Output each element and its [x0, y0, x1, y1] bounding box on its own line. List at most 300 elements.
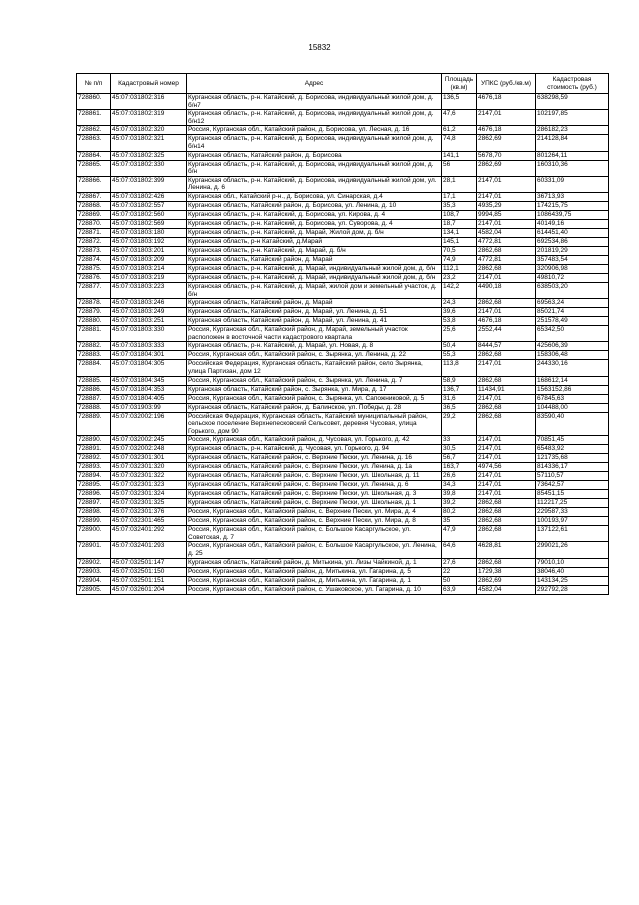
table-row	[77, 360, 609, 376]
table-row	[77, 481, 609, 490]
table-row	[77, 282, 609, 298]
table-header-row	[77, 74, 609, 94]
header-num: № п/п	[77, 74, 111, 94]
cell-upks: 2862,68	[477, 246, 536, 255]
cell-num: 728881.	[77, 326, 111, 342]
cell-upks: 2147,01	[477, 472, 536, 481]
header-cadastral-cost: Кадастровая стоимость (руб.)	[536, 74, 609, 94]
cell-area: 18,7	[442, 219, 477, 228]
cell-upks: 2147,01	[477, 176, 536, 192]
cell-cadastral-cost: 244330,16	[536, 360, 609, 376]
cell-cadastral-number: 45:07:031802:316	[111, 94, 187, 110]
cell-cadastral-cost: 38046,40	[536, 567, 609, 576]
cell-cadastral-number: 45:07:031803:251	[111, 317, 187, 326]
table-row	[77, 508, 609, 517]
cell-num: 728903.	[77, 567, 111, 576]
cell-area: 58,9	[442, 376, 477, 385]
cell-num: 728900.	[77, 526, 111, 542]
cell-num: 728905.	[77, 585, 111, 594]
cell-cadastral-cost: 100193,97	[536, 517, 609, 526]
table-row	[77, 376, 609, 385]
cell-num: 728893.	[77, 463, 111, 472]
cell-area: 113,8	[442, 360, 477, 376]
cell-num: 728901.	[77, 542, 111, 558]
table-row	[77, 160, 609, 176]
cell-num: 728886.	[77, 385, 111, 394]
table-row	[77, 412, 609, 436]
table-row	[77, 219, 609, 228]
cell-area: 33	[442, 436, 477, 445]
cell-num: 728882.	[77, 342, 111, 351]
cell-cadastral-cost: 79010,10	[536, 558, 609, 567]
header-upks: УПКС (руб./кв.м)	[477, 74, 536, 94]
cell-area: 56,7	[442, 454, 477, 463]
cell-cadastral-number: 45:07:032501:150	[111, 567, 187, 576]
table-row	[77, 542, 609, 558]
cell-area: 24,3	[442, 299, 477, 308]
cell-area: 17,1	[442, 192, 477, 201]
cell-area: 53,8	[442, 317, 477, 326]
table-row	[77, 463, 609, 472]
table-row	[77, 526, 609, 542]
cell-cadastral-cost: 229587,33	[536, 508, 609, 517]
cell-cadastral-cost: 65342,50	[536, 326, 609, 342]
table-row	[77, 472, 609, 481]
cell-cadastral-cost: 692534,86	[536, 237, 609, 246]
cell-address: Россия, Курганская обл., Катайский район, д. Чусовая, ул. Горького, д. 42	[187, 436, 442, 445]
cell-upks: 4772,81	[477, 237, 536, 246]
cell-cadastral-number: 45:07:031802:399	[111, 176, 187, 192]
cell-address: Курганская область, Катайский район, с. Верхние Пески, ул. Школьная, д. 3	[187, 490, 442, 499]
cell-address: Курганская область, Катайский район, с. Верхние Пески, ул. Школьная, д. 1	[187, 499, 442, 508]
cell-cadastral-number: 45:07:032501:147	[111, 558, 187, 567]
cell-cadastral-number: 45:07:031803:209	[111, 255, 187, 264]
cell-area: 55,3	[442, 351, 477, 360]
table-row	[77, 192, 609, 201]
cell-num: 728867.	[77, 192, 111, 201]
cell-num: 728870.	[77, 219, 111, 228]
cell-address: Россия, Курганская обл., Катайский район, с. Ушаковское, ул. Гагарина, д. 10	[187, 585, 442, 594]
table-row	[77, 299, 609, 308]
cell-num: 728866.	[77, 176, 111, 192]
cell-cadastral-number: 45:07:032301:323	[111, 481, 187, 490]
table-row	[77, 385, 609, 394]
cell-num: 728883.	[77, 351, 111, 360]
cell-cadastral-number: 45:07:032002:245	[111, 436, 187, 445]
cell-area: 34,3	[442, 481, 477, 490]
cell-upks: 4676,18	[477, 317, 536, 326]
cell-cadastral-number: 45:07:031802:569	[111, 219, 187, 228]
cell-cadastral-cost: 614451,40	[536, 228, 609, 237]
cell-num: 728873.	[77, 246, 111, 255]
cell-cadastral-number: 45:07:031804:345	[111, 376, 187, 385]
cell-address: Российская Федерация, Курганская область, Катайский район, село Зырянка, улица Партизан, дом 12	[187, 360, 442, 376]
table-row	[77, 94, 609, 110]
cell-upks: 4582,04	[477, 228, 536, 237]
cell-area: 50	[442, 576, 477, 585]
cell-address: Россия, Курганская обл., Катайский район, с. Верхние Пески, ул. Мира, д. 8	[187, 517, 442, 526]
cell-address: Курганская область, р-н. Катайский, д. Марай, Жилой дом, д. б/н	[187, 228, 442, 237]
cell-num: 728861.	[77, 110, 111, 126]
cell-cadastral-cost: 137122,61	[536, 526, 609, 542]
cell-cadastral-number: 45:07:031803:223	[111, 282, 187, 298]
cell-upks: 2147,01	[477, 360, 536, 376]
cell-address: Курганская область, р-н. Катайский, д. Марай, жилой дом и земельный участок, д. б/н	[187, 282, 442, 298]
cell-cadastral-cost: 102197,85	[536, 110, 609, 126]
cell-area: 136,5	[442, 94, 477, 110]
cell-upks: 2862,69	[477, 160, 536, 176]
cell-cadastral-cost: 292792,28	[536, 585, 609, 594]
cell-upks: 2552,44	[477, 326, 536, 342]
cell-area: 23,2	[442, 273, 477, 282]
cell-num: 728879.	[77, 308, 111, 317]
cell-cadastral-cost: 73642,57	[536, 481, 609, 490]
cell-area: 27,6	[442, 558, 477, 567]
cell-upks: 2862,68	[477, 376, 536, 385]
cell-area: 112,1	[442, 264, 477, 273]
cell-cadastral-number: 45:07:031802:426	[111, 192, 187, 201]
cell-address: Россия, Курганская обл., Катайский район, с. Большое Касаргульское, ул. Советская, д. 7	[187, 526, 442, 542]
cell-cadastral-cost: 160310,36	[536, 160, 609, 176]
cell-address: Курганская область, Катайский район, д. Марай, ул. Ленина, д. 51	[187, 308, 442, 317]
cell-area: 141,1	[442, 151, 477, 160]
table-row	[77, 135, 609, 151]
cell-area: 63,9	[442, 585, 477, 594]
cell-cadastral-number: 45:07:031803:249	[111, 308, 187, 317]
cell-address: Курганская область, р-н. Катайский, д. Борисова, индивидуальный жилой дом, д. б/н12	[187, 110, 442, 126]
cell-num: 728880.	[77, 317, 111, 326]
cell-cadastral-cost: 83590,40	[536, 412, 609, 436]
table-row	[77, 228, 609, 237]
cell-area: 29,2	[442, 412, 477, 436]
table-row	[77, 126, 609, 135]
cell-cadastral-number: 45:07:031803:219	[111, 273, 187, 282]
cell-cadastral-cost: 299021,26	[536, 542, 609, 558]
cell-area: 80,2	[442, 508, 477, 517]
cell-cadastral-cost: 425606,39	[536, 342, 609, 351]
cell-address: Курганская область, Катайский район, с. Верхние Пески, ул. Ленина, д. 6	[187, 481, 442, 490]
cell-upks: 2862,68	[477, 517, 536, 526]
cell-area: 136,7	[442, 385, 477, 394]
cell-upks: 2147,01	[477, 110, 536, 126]
cell-area: 108,7	[442, 210, 477, 219]
table-row	[77, 273, 609, 282]
cell-num: 728889.	[77, 412, 111, 436]
cell-cadastral-number: 45:07:031803:333	[111, 342, 187, 351]
cell-cadastral-cost: 112217,25	[536, 499, 609, 508]
cell-address: Курганская область, р-н. Катайский, д. Марай, индивидуальный жилой дом, д. б/н	[187, 273, 442, 282]
cell-num: 728877.	[77, 282, 111, 298]
cell-address: Курганская область, р-н. Катайский, д. Марай, д. б/н	[187, 246, 442, 255]
cell-address: Россия, Курганская обл., Катайский район, д. Марай, земельный участок расположен в восточной части кадастрового квартала	[187, 326, 442, 342]
cell-cadastral-cost: 104488,00	[536, 403, 609, 412]
cell-upks: 2147,01	[477, 219, 536, 228]
cell-num: 728876.	[77, 273, 111, 282]
cell-cadastral-number: 45:07:031803:192	[111, 237, 187, 246]
cell-address: Курганская обл., Катайский р-н., д. Борисова, ул. Синарская, д.4	[187, 192, 442, 201]
cell-num: 728898.	[77, 508, 111, 517]
cell-upks: 9994,85	[477, 210, 536, 219]
cell-area: 22	[442, 567, 477, 576]
cell-address: Россия, Курганская обл., Катайский район, с. Зырянка, ул. Сапожниковой, д. 5	[187, 394, 442, 403]
cell-num: 728874.	[77, 255, 111, 264]
table-row	[77, 585, 609, 594]
cell-area: 134,1	[442, 228, 477, 237]
cell-area: 47,6	[442, 110, 477, 126]
table-row	[77, 394, 609, 403]
cell-upks: 2147,01	[477, 192, 536, 201]
cell-address: Курганская область, р-н. Катайский, д. Борисова, ул. Суворова, д. 4	[187, 219, 442, 228]
cell-cadastral-cost: 801264,11	[536, 151, 609, 160]
cell-cadastral-number: 45:07:032401:293	[111, 542, 187, 558]
cell-cadastral-cost: 286182,23	[536, 126, 609, 135]
cell-cadastral-number: 45:07:031802:325	[111, 151, 187, 160]
table-row	[77, 246, 609, 255]
cell-address: Курганская область, р-н. Катайский, д. Борисова, индивидуальный жилой дом, ул. Ленина, д. 6	[187, 176, 442, 192]
cell-cadastral-number: 45:07:031804:353	[111, 385, 187, 394]
cell-cadastral-cost: 814336,17	[536, 463, 609, 472]
cell-address: Россия, Курганская обл., Катайский район, д. Митькина, ул. Гагарина, д. 5	[187, 567, 442, 576]
cell-cadastral-number: 45:07:031803:201	[111, 246, 187, 255]
table-row	[77, 255, 609, 264]
cell-cadastral-number: 45:07:032401:292	[111, 526, 187, 542]
cell-upks: 2862,68	[477, 412, 536, 436]
cell-upks: 2862,69	[477, 576, 536, 585]
cell-upks: 2147,01	[477, 308, 536, 317]
cell-cadastral-cost: 1086439,75	[536, 210, 609, 219]
cell-area: 35	[442, 517, 477, 526]
cell-cadastral-cost: 320906,98	[536, 264, 609, 273]
cell-cadastral-number: 45:07:031802:321	[111, 135, 187, 151]
cell-upks: 4676,18	[477, 126, 536, 135]
cell-cadastral-number: 45:07:031803:214	[111, 264, 187, 273]
page-number: 15832	[308, 43, 331, 52]
cell-cadastral-cost: 57110,57	[536, 472, 609, 481]
table-body	[77, 94, 609, 595]
cell-area: 74,8	[442, 135, 477, 151]
cell-cadastral-number: 45:07:031803:246	[111, 299, 187, 308]
cell-num: 728890.	[77, 436, 111, 445]
table-row	[77, 499, 609, 508]
cell-cadastral-number: 45:07:031803:330	[111, 326, 187, 342]
cell-num: 728868.	[77, 201, 111, 210]
cell-num: 728892.	[77, 454, 111, 463]
table-row	[77, 436, 609, 445]
cell-num: 728899.	[77, 517, 111, 526]
cell-area: 39,8	[442, 490, 477, 499]
cell-address: Курганская область, Катайский район, д. Борисова, ул. Ленина, д. 10	[187, 201, 442, 210]
cell-cadastral-cost: 65483,92	[536, 445, 609, 454]
cell-cadastral-number: 45:07:032301:324	[111, 490, 187, 499]
cell-upks: 11434,91	[477, 385, 536, 394]
table-row	[77, 210, 609, 219]
cell-upks: 2862,68	[477, 526, 536, 542]
cell-upks: 2147,01	[477, 481, 536, 490]
cell-address: Курганская область, р-н. Катайский, д. Борисова, ул. Кирова, д. 4	[187, 210, 442, 219]
cell-cadastral-cost: 67845,63	[536, 394, 609, 403]
cell-address: Россия, Курганская обл., Катайский район, с. Верхние Пески, ул. Мира, д. 4	[187, 508, 442, 517]
cell-num: 728902.	[77, 558, 111, 567]
cell-cadastral-number: 45:07:032301:322	[111, 472, 187, 481]
cell-cadastral-number: 45:07:031803:180	[111, 228, 187, 237]
cell-address: Курганская область, Катайский район, д. Митькина, ул. Лизы Чайкиной, д. 1	[187, 558, 442, 567]
cell-upks: 4772,81	[477, 255, 536, 264]
cell-address: Курганская область, р-н. Катайский, д. Борисова, индивидуальный жилой дом, д. б/н	[187, 160, 442, 176]
cell-area: 31,6	[442, 394, 477, 403]
cell-upks: 2862,68	[477, 499, 536, 508]
cell-num: 728864.	[77, 151, 111, 160]
cell-cadastral-cost: 60331,09	[536, 176, 609, 192]
table-row	[77, 110, 609, 126]
cell-address: Курганская область, Катайский район, с. Верхние Пески, ул. Ленина, д. 1а	[187, 463, 442, 472]
cell-cadastral-number: 45:07:032002:248	[111, 445, 187, 454]
cell-address: Курганская область, р-н Катайский, д.Марай	[187, 237, 442, 246]
table-row	[77, 264, 609, 273]
cell-cadastral-number: 45:07:032301:376	[111, 508, 187, 517]
cell-upks: 1729,38	[477, 567, 536, 576]
cell-address: Курганская область, р-н. Катайский, д. Марай, индивидуальный жилой дом, д. б/н	[187, 264, 442, 273]
cell-area: 36,5	[442, 403, 477, 412]
cell-cadastral-cost: 69563,24	[536, 299, 609, 308]
cell-cadastral-cost: 251578,49	[536, 317, 609, 326]
cell-address: Российская Федерация, Курганская область, Катайский муниципальный район, сельское поселение Верхнепесковский Сельсовет, деревня Чусовая, улица Горького, дом 90	[187, 412, 442, 436]
cell-address: Россия, Курганская обл., Катайский район, д. Борисова, ул. Лесная, д. 16	[187, 126, 442, 135]
cell-cadastral-number: 45:07:032002:196	[111, 412, 187, 436]
table-row	[77, 558, 609, 567]
cell-cadastral-number: 45:07:032501:151	[111, 576, 187, 585]
cell-address: Курганская область, Катайский район, с. Верхние Пески, ул. Школьная, д. 11	[187, 472, 442, 481]
cell-area: 163,7	[442, 463, 477, 472]
cell-cadastral-number: 45:07:032301:325	[111, 499, 187, 508]
cell-num: 728895.	[77, 481, 111, 490]
table-row	[77, 176, 609, 192]
cell-cadastral-cost: 143134,25	[536, 576, 609, 585]
cell-upks: 4676,18	[477, 94, 536, 110]
cell-num: 728871.	[77, 228, 111, 237]
cell-address: Курганская область, р-н. Катайский, д. Борисова, индивидуальный жилой дом, д. б/н7	[187, 94, 442, 110]
cell-upks: 2862,68	[477, 558, 536, 567]
cell-cadastral-number: 45:07:032601:204	[111, 585, 187, 594]
cell-num: 728884.	[77, 360, 111, 376]
cell-address: Курганская область, р-н. Катайский, д. Борисова, индивидуальный жилой дом, д. б/н14	[187, 135, 442, 151]
cell-num: 728862.	[77, 126, 111, 135]
cell-upks: 2147,01	[477, 436, 536, 445]
cell-cadastral-cost: 49810,72	[536, 273, 609, 282]
cell-area: 50,4	[442, 342, 477, 351]
cell-cadastral-cost: 168612,14	[536, 376, 609, 385]
cell-area: 39,2	[442, 499, 477, 508]
cell-num: 728865.	[77, 160, 111, 176]
cell-upks: 2147,01	[477, 454, 536, 463]
cell-area: 142,2	[442, 282, 477, 298]
cell-num: 728872.	[77, 237, 111, 246]
cell-upks: 2147,01	[477, 273, 536, 282]
cell-cadastral-number: 45:07:031804:405	[111, 394, 187, 403]
cell-num: 728875.	[77, 264, 111, 273]
cell-cadastral-cost: 121735,68	[536, 454, 609, 463]
cell-area: 64,6	[442, 542, 477, 558]
cell-cadastral-cost: 40149,16	[536, 219, 609, 228]
cell-upks: 2862,68	[477, 403, 536, 412]
cell-cadastral-number: 45:07:031802:557	[111, 201, 187, 210]
table-row	[77, 403, 609, 412]
header-area: Площадь (кв.м)	[442, 74, 477, 94]
cell-num: 728878.	[77, 299, 111, 308]
cell-upks: 4974,56	[477, 463, 536, 472]
cell-area: 35,3	[442, 201, 477, 210]
table-row	[77, 445, 609, 454]
header-cadastral-number: Кадастровый номер	[111, 74, 187, 94]
cell-cadastral-cost: 85021,74	[536, 308, 609, 317]
cell-cadastral-cost: 638298,59	[536, 94, 609, 110]
cell-upks: 4582,04	[477, 585, 536, 594]
cell-num: 728863.	[77, 135, 111, 151]
cell-cadastral-cost: 201819,29	[536, 246, 609, 255]
cell-num: 728897.	[77, 499, 111, 508]
table-row	[77, 576, 609, 585]
table-row	[77, 454, 609, 463]
cell-num: 728894.	[77, 472, 111, 481]
cell-cadastral-cost: 70851,45	[536, 436, 609, 445]
cell-area: 47,9	[442, 526, 477, 542]
cell-cadastral-cost: 85451,15	[536, 490, 609, 499]
cell-address: Курганская область, Катайский район, д. Марай	[187, 255, 442, 264]
cell-area: 56	[442, 160, 477, 176]
cell-address: Курганская область, р-н. Катайский, д. Марай, ул. Новая, д. 8	[187, 342, 442, 351]
table-row	[77, 342, 609, 351]
cell-cadastral-cost: 638503,20	[536, 282, 609, 298]
cell-cadastral-number: 45:07:032301:301	[111, 454, 187, 463]
cell-cadastral-number: 45:07:031802:320	[111, 126, 187, 135]
cell-area: 28,1	[442, 176, 477, 192]
cell-address: Россия, Курганская обл., Катайский район, с. Зырянка, ул. Ленина, д. 22	[187, 351, 442, 360]
cell-cadastral-number: 45:07:031802:319	[111, 110, 187, 126]
cell-cadastral-cost: 158306,48	[536, 351, 609, 360]
cell-cadastral-number: 45:07:031804:301	[111, 351, 187, 360]
cell-num: 728904.	[77, 576, 111, 585]
cell-upks: 2147,01	[477, 445, 536, 454]
cell-upks: 5678,70	[477, 151, 536, 160]
table-row	[77, 201, 609, 210]
cell-upks: 4628,81	[477, 542, 536, 558]
table-row	[77, 351, 609, 360]
table-row	[77, 326, 609, 342]
cell-area: 26,6	[442, 472, 477, 481]
cell-cadastral-cost: 36713,93	[536, 192, 609, 201]
cell-num: 728896.	[77, 490, 111, 499]
cell-cadastral-cost: 357483,54	[536, 255, 609, 264]
cell-area: 61,2	[442, 126, 477, 135]
cell-upks: 2862,68	[477, 351, 536, 360]
cell-upks: 2147,01	[477, 394, 536, 403]
cell-num: 728888.	[77, 403, 111, 412]
cell-address: Россия, Курганская обл., Катайский район, с. Зырянка, ул. Ленина, д. 7	[187, 376, 442, 385]
table-row	[77, 517, 609, 526]
cell-address: Россия, Курганская обл., Катайский район, д. Митькина, ул. Гагарина, д. 1	[187, 576, 442, 585]
cell-upks: 2147,01	[477, 490, 536, 499]
table-row	[77, 567, 609, 576]
cell-cadastral-cost: 1563152,86	[536, 385, 609, 394]
cell-num: 728860.	[77, 94, 111, 110]
table-row	[77, 308, 609, 317]
cell-area: 25,6	[442, 326, 477, 342]
cell-area: 145,1	[442, 237, 477, 246]
cell-upks: 4935,29	[477, 201, 536, 210]
cell-address: Курганская область, Катайский район, д. Марай	[187, 299, 442, 308]
cell-area: 74,9	[442, 255, 477, 264]
header-address: Адрес	[187, 74, 442, 94]
table-row	[77, 151, 609, 160]
